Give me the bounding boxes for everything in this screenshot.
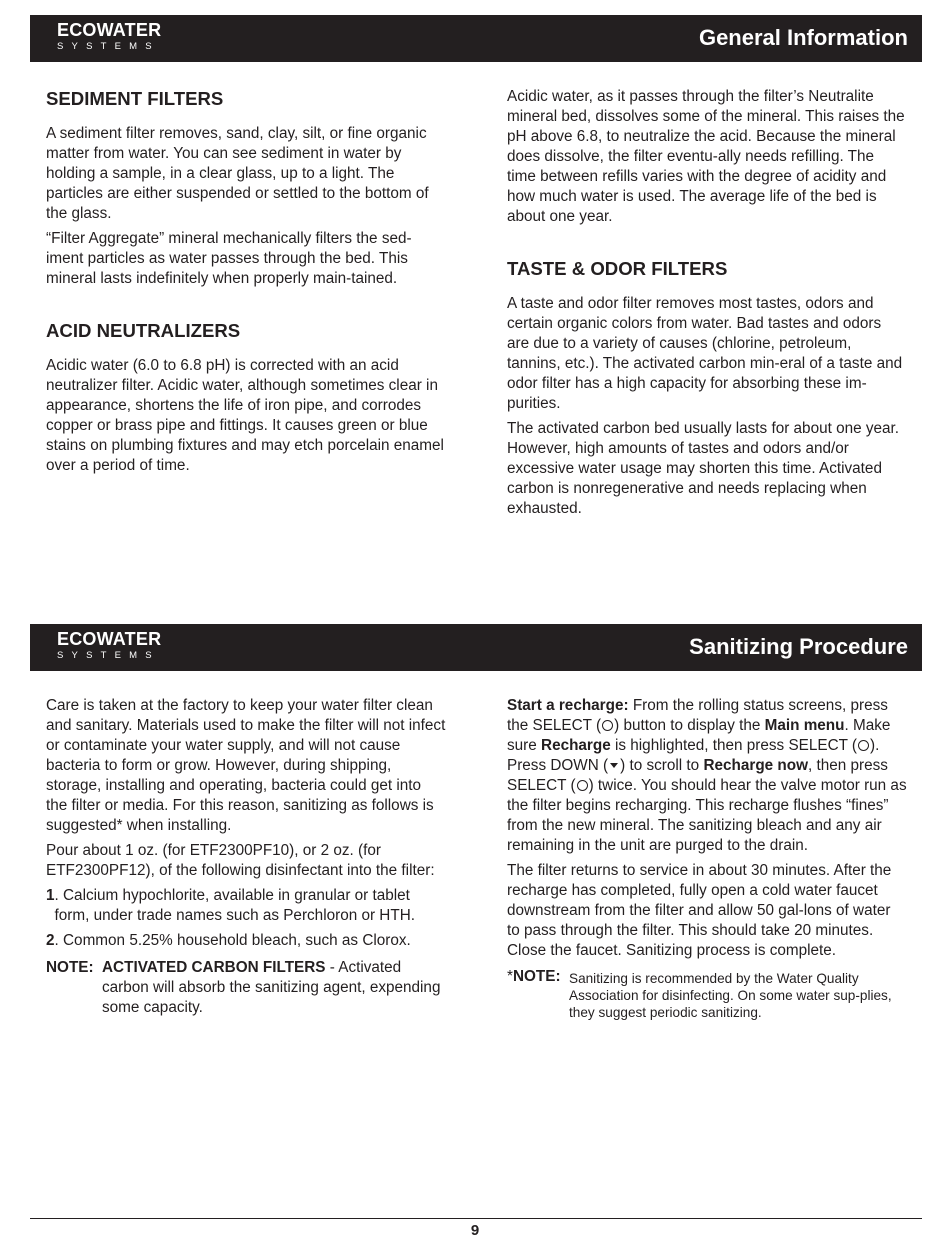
- recharge-text: ) button to display the: [614, 717, 765, 734]
- sanitizing-right-column: [507, 696, 907, 1021]
- select-circle-icon: [858, 740, 869, 751]
- list-item: [46, 931, 446, 951]
- pour-instruction: Pour about 1 oz. (for ETF2300PF10), or 2 oz. (for ETF2300PF12), of the following disinfectant into the filter:: [46, 842, 435, 879]
- logo-tagline: SYSTEMS: [57, 41, 160, 52]
- recharge-text: . Make sure: [507, 717, 891, 754]
- main-menu-term: Main menu: [764, 717, 845, 734]
- logo-name: ECOWATER: [57, 629, 162, 649]
- recharge-text: ) twice. You should hear the valve motor run as the filter begins recharging. This recharge flushes “fines” from the new mineral. The sanitizing bleach and any air remaining in the unit are purged to the drain.: [507, 777, 907, 854]
- list-number: 1: [46, 887, 55, 904]
- select-circle-icon: [602, 720, 613, 731]
- ecowater-logo: [57, 20, 161, 52]
- recharge-text: ) to scroll to: [620, 757, 704, 774]
- recharge-text: is highlighted, then press SELECT (: [610, 737, 858, 754]
- recharge-text: , then press SELECT (: [507, 757, 888, 794]
- service-return-paragraph: The filter returns to service in about 30 minutes. After the recharge has completed, fully open a cold water faucet downstream from the filter and allow 50 gal-lons of water to pass through the filter. This should take 20 minutes. Close the faucet. Sanitizing process is complete.: [507, 862, 892, 959]
- sanitizing-left-column: [46, 696, 446, 1018]
- recharge-term: Recharge: [541, 737, 611, 754]
- footnote: [507, 968, 907, 1021]
- sediment-paragraph-2: “Filter Aggregate” mineral mechanically filters the sed-iment particles as water passes through the bed. This mineral lasts indefinitely when properly main-tained.: [46, 230, 412, 287]
- taste-heading: TASTE & ODOR FILTERS: [507, 258, 728, 279]
- select-circle-icon: [577, 780, 588, 791]
- acid-paragraph-1: Acidic water (6.0 to 6.8 pH) is corrected with an acid neutralizer filter. Acidic water, although sometimes clear in appearance, shortens the life of iron pipe, and corrodes copper or brass pipe and fittings. It causes green or blue stains on plumbing fixtures and may etch porcelain enamel over a period of time.: [46, 357, 444, 474]
- sanitizing-intro: Care is taken at the factory to keep your water filter clean and sanitary. Materials used to make the filter will not infect or contaminate your water supply, and will not cause bacteria to form or grow. However, during shipping, storage, installing and operating, bacteria could get into the filter or media. For this reason, sanitizing as follows is suggested* when installing.: [46, 697, 446, 834]
- recharge-text: From the rolling status screens, press the SELECT (: [507, 697, 888, 734]
- general-left-column: [46, 88, 446, 481]
- acid-heading: ACID NEUTRALIZERS: [46, 320, 241, 341]
- general-right-column: [507, 87, 907, 524]
- sediment-heading: SEDIMENT FILTERS: [46, 88, 224, 109]
- down-arrow-icon: [610, 763, 618, 768]
- recharge-now-term: Recharge now: [703, 757, 809, 774]
- section-title: Sanitizing Procedure: [689, 634, 908, 659]
- sanitizing-banner: [30, 624, 922, 671]
- footnote-note: NOTE:: [512, 968, 561, 985]
- general-info-banner: [30, 15, 922, 62]
- carbon-note: [46, 958, 446, 1018]
- list-number: 2: [46, 932, 55, 949]
- footer-divider: [30, 1218, 922, 1219]
- list-text: . Common 5.25% household bleach, such as Clorox.: [54, 932, 411, 949]
- list-item: [46, 886, 446, 926]
- note-bold: ACTIVATED CARBON FILTERS: [102, 959, 326, 976]
- taste-paragraph-2: The activated carbon bed usually lasts for about one year. However, high amounts of tastes and odors and/or excessive water usage may shorten this time. Activated carbon is nonregenerative and needs replacing when exhausted.: [507, 420, 900, 517]
- page-number: 9: [470, 1222, 480, 1239]
- footnote-star: *: [507, 968, 513, 985]
- footnote-text: Sanitizing is recommended by the Water Quality Association for disinfecting. On some water sup-plies, they suggest periodic sanitizing.: [569, 971, 892, 1020]
- recharge-lead: Start a recharge:: [507, 697, 629, 714]
- sediment-paragraph-1: A sediment filter removes, sand, clay, silt, or fine organic matter from water. You can see sediment in water by holding a sample, in a clear glass, up to a light. The particles are either suspended or settled to the bottom of the glass.: [46, 125, 429, 222]
- section-title: General Information: [698, 25, 908, 50]
- logo-tagline: SYSTEMS: [57, 650, 160, 661]
- ecowater-logo: [57, 629, 161, 661]
- logo-name: ECOWATER: [57, 20, 162, 40]
- note-label: NOTE:: [46, 959, 94, 976]
- taste-paragraph-1: A taste and odor filter removes most tastes, odors and certain organic colors from water. Bad tastes and odors are due to a variety of causes (chlorine, petroleum, tannins, etc.). The activated carbon min-eral of a taste and odor filter has a high capacity for absorbing these im-purities.: [507, 295, 903, 412]
- list-text: . Calcium hypochlorite, available in granular or tablet form, under trade names such as Perchloron or HTH.: [54, 887, 415, 924]
- note-body: [102, 958, 446, 1018]
- acid-paragraph-2: Acidic water, as it passes through the filter’s Neutralite mineral bed, dissolves some of the mineral. This raises the pH above 6.8, to neutralize the acid. Because the mineral does dissolve, the filter eventu-ally needs refilling. The time between refills varies with the degree of acidity and how much water is used. The average life of the bed is about one year.: [507, 88, 905, 225]
- footnote-label: [507, 968, 569, 1021]
- recharge-text: ). Press DOWN (: [507, 737, 880, 774]
- recharge-paragraph: [507, 696, 907, 856]
- note-text: - Activated carbon will absorb the sanitizing agent, expending some capacity.: [102, 959, 441, 1016]
